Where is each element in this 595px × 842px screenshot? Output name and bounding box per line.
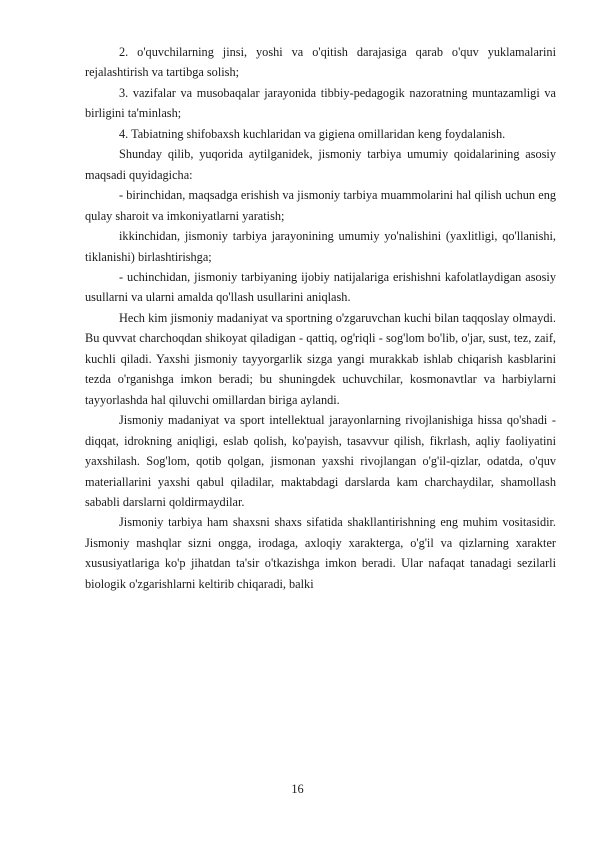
paragraph-first: - birinchidan, maqsadga erishish va jismoniy tarbiya muammolarini hal qilish uchun eng qulay sharoit va imkoniyatlarni yaratish; bbox=[85, 188, 556, 223]
paragraph-second: ikkinchidan, jismoniy tarbiya jarayonining umumiy yo'nalishini (yaxlitligi, qo'llanishi, tiklanishi) birlashtirishga; bbox=[85, 229, 556, 264]
page-number: 16 bbox=[291, 782, 304, 796]
paragraph-personality: Jismoniy tarbiya ham shaxsni shaxs sifatida shakllantirishning eng muhim vositasidir. Jismoniy mashqlar sizni ongga, irodaga, axloqiy xarakterga, o'g'il va qizlarning xarakter xususiyatlariga ko'p jihatdan ta'sir o'tkazishga imkon beradi. Ular nafaqat tanadagi sezilarli biologik o'zgarishlarni keltirib chiqaradi, balki bbox=[85, 515, 556, 591]
paragraph-point-4: 4. Tabiatning shifobaxsh kuchlaridan va gigiena omillaridan keng foydalanish. bbox=[119, 126, 506, 141]
paragraph-intellectual: Jismoniy madaniyat va sport intellektual jarayonlarning rivojlanishiga hissa qo'shadi - diqqat, idrokning aniqligi, eslab qolish, ko'payish, tasavvur qilish, fikrlash, aqliy faoliyatini yaxshilash. Sog'lom, qotib qolgan, jismonan yaxshi rivojlangan o'g'il-qizlar, odatda, o'quv materiallarini yaxshi qabul qiladilar, maktabdagi darslarda kam charchaydilar, shamollash sababli darslarni qoldirmaydilar. bbox=[85, 413, 556, 509]
paragraph-sport-power: Hech kim jismoniy madaniyat va sportning o'zgaruvchan kuchi bilan taqqoslay olmaydi. Bu quvvat charchoqdan shikoyat qiladigan - qattiq, og'riqli - sog'lom bo'lib, o'jar, sust, tez, zaif, kuchli qiladi. Yaxshi jismoniy tayyorgarlik sizga yangi murakkab ishlab chiqarish kasblarini tezda o'rganishga imkon beradi; bu shuningdek uchuvchilar, kosmonavtlar va harbiylarni tayyorlashda hal qiluvchi omillardan biriga aylandi. bbox=[85, 310, 556, 407]
paragraph-point-3: 3. vazifalar va musobaqalar jarayonida tibbiy-pedagogik nazoratning muntazamligi va birligini ta'minlash; bbox=[85, 85, 556, 121]
document-body bbox=[85, 42, 556, 594]
paragraph-summary: Shunday qilib, yuqorida aytilganidek, jismoniy tarbiya umumiy qoidalarining asosiy maqsadi quyidagicha: bbox=[85, 147, 556, 182]
paragraph-third: - uchinchidan, jismoniy tarbiyaning ijobiy natijalariga erishishni kafolatlaydigan asosiy usullarni va ularni amalda qo'llash usullarini aniqlash. bbox=[85, 269, 556, 305]
paragraph-point-2: 2. o'quvchilarning jinsi, yoshi va o'qitish darajasiga qarab o'quv yuklamalarini rejalashtirish va tartibga solish; bbox=[85, 45, 556, 80]
